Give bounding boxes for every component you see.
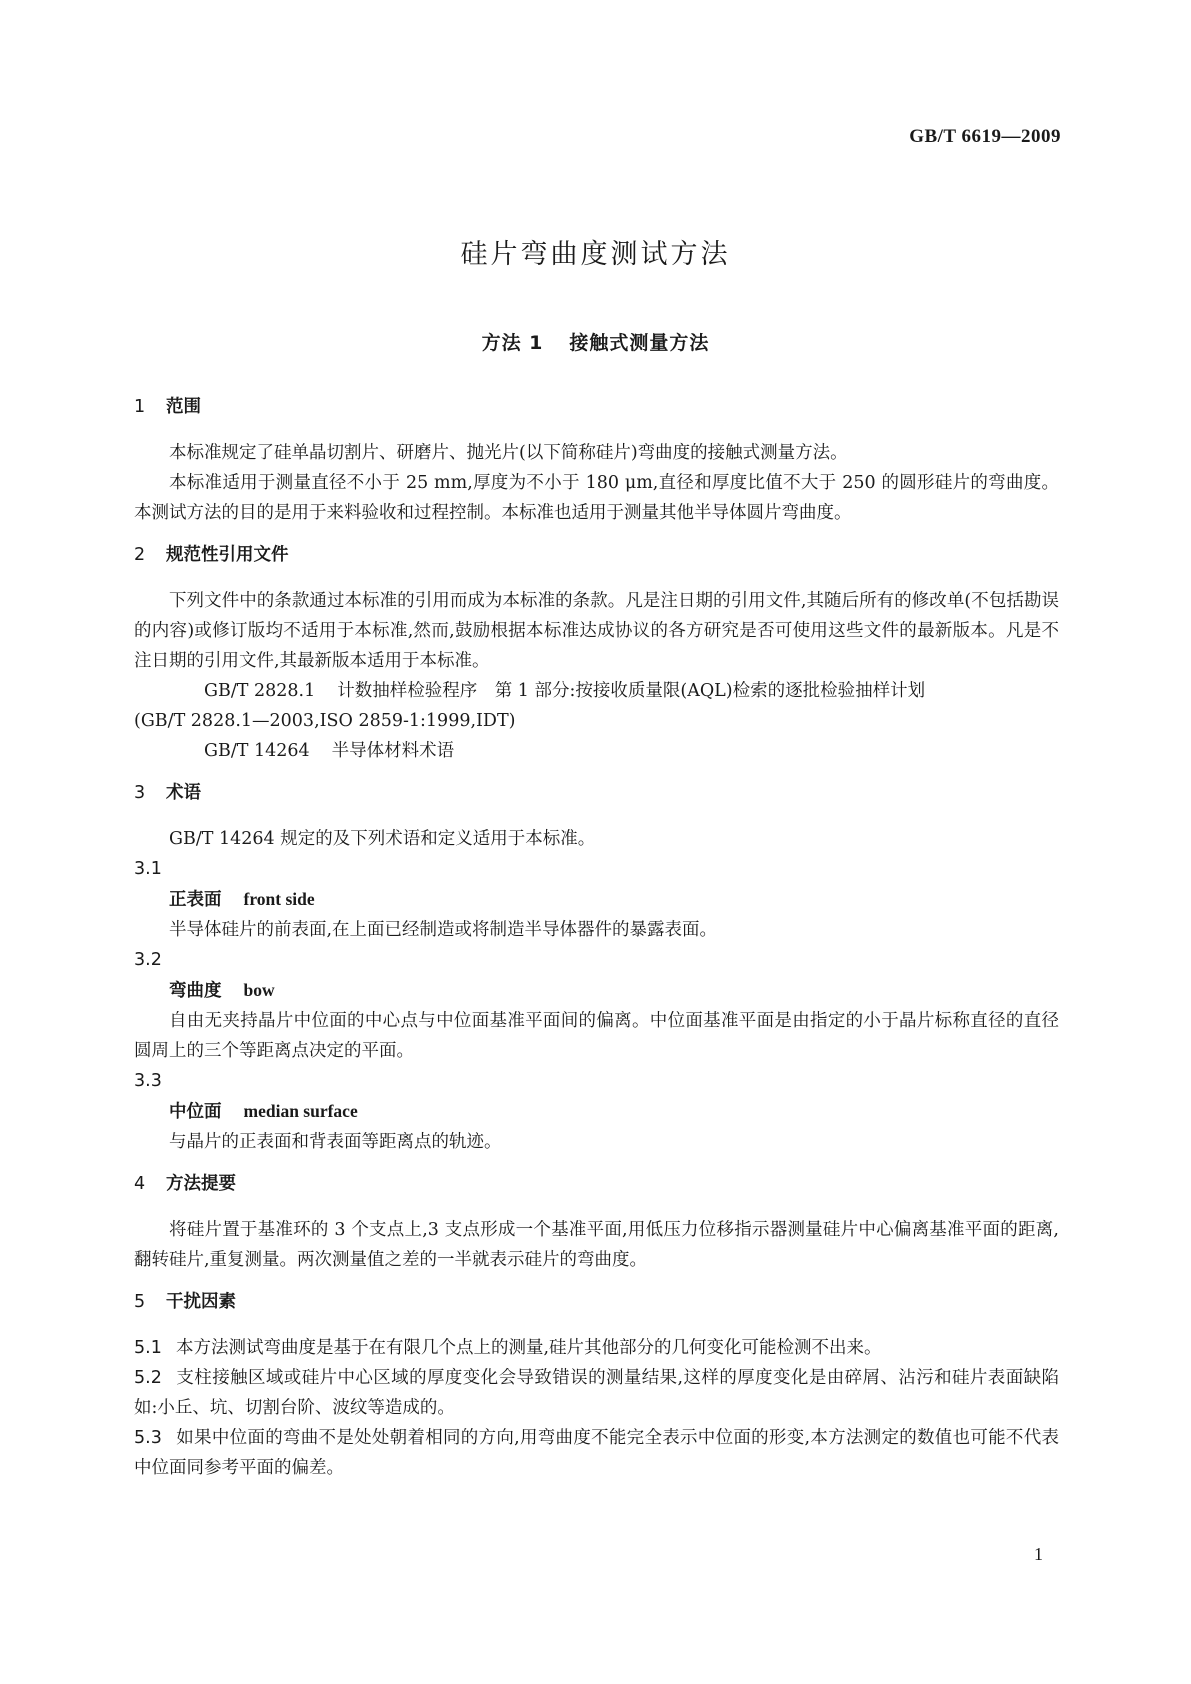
reference-item-continuation: (GB/T 2828.1—2003,ISO 2859-1:1999,IDT) bbox=[134, 711, 516, 731]
term-number: 3.1 bbox=[134, 859, 162, 879]
clause bbox=[134, 1333, 1059, 1363]
reference-item bbox=[134, 676, 1059, 706]
section-title: 规范性引用文件 bbox=[166, 545, 289, 565]
method-name: 接触式测量方法 bbox=[569, 332, 710, 354]
method-title bbox=[0, 328, 1191, 355]
reference-code: GB/T 14264 bbox=[204, 741, 310, 761]
section-heading-interferences bbox=[134, 1287, 1059, 1317]
term-entry bbox=[134, 884, 1059, 915]
term-chinese: 中位面 bbox=[169, 1102, 222, 1122]
document-title: 硅片弯曲度测试方法 bbox=[460, 239, 731, 270]
document-body bbox=[134, 392, 1059, 1483]
page-number: 1 bbox=[1034, 1544, 1043, 1564]
term-entry bbox=[134, 1096, 1059, 1127]
section-number: 3 bbox=[134, 783, 146, 803]
term-number: 3.3 bbox=[134, 1071, 162, 1091]
clause bbox=[134, 1363, 1059, 1423]
method-summary-paragraph: 将硅片置于基准环的 3 个支点上,3 支点形成一个基准平面,用低压力位移指示器测量硅片中心偏离基准平面的距离,翻转硅片,重复测量。两次测量值之差的一半就表示硅片的弯曲度。 bbox=[134, 1220, 1059, 1270]
section-heading-method-summary bbox=[134, 1169, 1059, 1199]
reference-text: 半导体材料术语 bbox=[331, 741, 455, 761]
clause-text: 支柱接触区域或硅片中心区域的厚度变化会导致错误的测量结果,这样的厚度变化是由碎屑、沾污和硅片表面缺陷如:小丘、坑、切割台阶、波纹等造成的。 bbox=[134, 1368, 1059, 1418]
section-title: 干扰因素 bbox=[166, 1292, 236, 1312]
scope-paragraph-2: 本标准适用于测量直径不小于 25 mm,厚度为不小于 180 μm,直径和厚度比值不大于 250 的圆形硅片的弯曲度。本测试方法的目的是用于来料验收和过程控制。本标准也适用于测量其他半导体圆片弯曲度。 bbox=[134, 473, 1059, 523]
reference-text: 计数抽样检验程序 第 1 部分:按接收质量限(AQL)检索的逐批检验抽样计划 bbox=[337, 681, 926, 701]
term-chinese: 弯曲度 bbox=[169, 981, 222, 1001]
terms-paragraph: GB/T 14264 规定的及下列术语和定义适用于本标准。 bbox=[169, 829, 596, 849]
clause-number: 5.3 bbox=[134, 1428, 162, 1448]
term-english: median surface bbox=[243, 1101, 358, 1121]
section-number: 5 bbox=[134, 1292, 146, 1312]
clause-text: 本方法测试弯曲度是基于在有限几个点上的测量,硅片其他部分的几何变化可能检测不出来。 bbox=[176, 1338, 882, 1358]
section-title: 方法提要 bbox=[166, 1174, 236, 1194]
term-definition: 与晶片的正表面和背表面等距离点的轨迹。 bbox=[169, 1132, 502, 1152]
section-title: 术语 bbox=[166, 783, 201, 803]
scope-paragraph-1: 本标准规定了硅单晶切割片、研磨片、抛光片(以下简称硅片)弯曲度的接触式测量方法。 bbox=[169, 443, 848, 463]
method-label: 方法 1 bbox=[481, 332, 544, 354]
section-heading-scope bbox=[134, 392, 1059, 422]
clause-number: 5.2 bbox=[134, 1368, 162, 1388]
term-english: front side bbox=[243, 889, 315, 909]
reference-code: GB/T 2828.1 bbox=[204, 681, 316, 701]
clause-text: 如果中位面的弯曲不是处处朝着相同的方向,用弯曲度不能完全表示中位面的形变,本方法测定的数值也可能不代表中位面同参考平面的偏差。 bbox=[134, 1428, 1059, 1478]
section-number: 2 bbox=[134, 545, 146, 565]
standard-code: GB/T 6619—2009 bbox=[909, 126, 1061, 147]
reference-item bbox=[134, 736, 1059, 766]
term-chinese: 正表面 bbox=[169, 890, 222, 910]
term-definition: 自由无夹持晶片中位面的中心点与中位面基准平面间的偏离。中位面基准平面是由指定的小于晶片标称直径的直径圆周上的三个等距离点决定的平面。 bbox=[134, 1011, 1059, 1061]
clause-number: 5.1 bbox=[134, 1338, 162, 1358]
term-definition: 半导体硅片的前表面,在上面已经制造或将制造半导体器件的暴露表面。 bbox=[169, 920, 718, 940]
term-number: 3.2 bbox=[134, 950, 162, 970]
references-paragraph: 下列文件中的条款通过本标准的引用而成为本标准的条款。凡是注日期的引用文件,其随后所有的修改单(不包括勘误的内容)或修订版均不适用于本标准,然而,鼓励根据本标准达成协议的各方研究是否可使用这些文件的最新版本。凡是不注日期的引用文件,其最新版本适用于本标准。 bbox=[134, 591, 1059, 671]
section-title: 范围 bbox=[166, 397, 201, 417]
term-entry bbox=[134, 975, 1059, 1006]
section-number: 1 bbox=[134, 397, 146, 417]
term-english: bow bbox=[243, 980, 275, 1000]
clause bbox=[134, 1423, 1059, 1483]
section-heading-normative-references bbox=[134, 540, 1059, 570]
section-heading-terms bbox=[134, 778, 1059, 808]
section-number: 4 bbox=[134, 1174, 146, 1194]
